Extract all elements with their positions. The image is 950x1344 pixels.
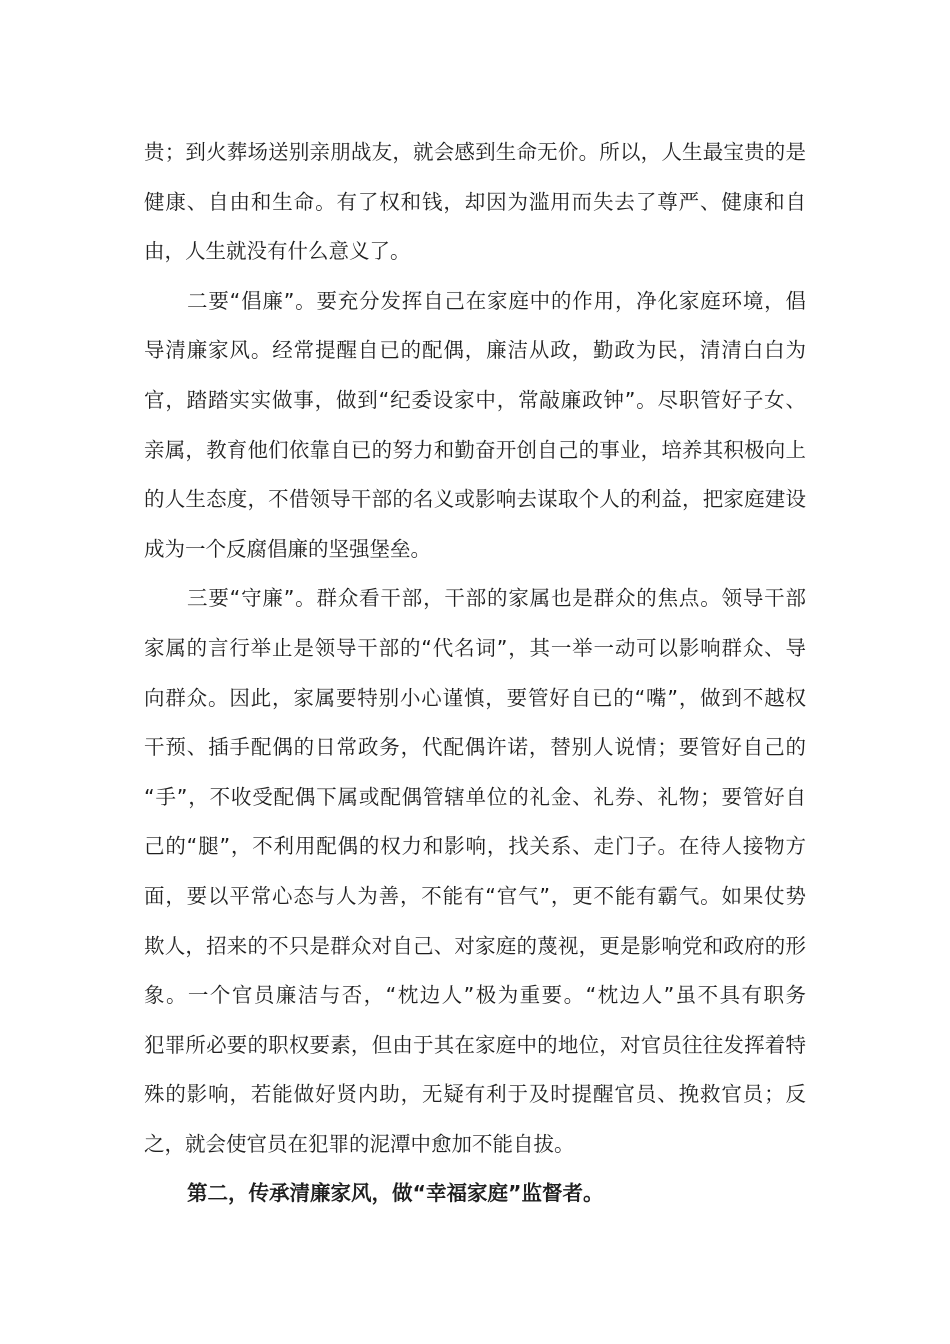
text-line-5: 导清廉家风。经常提醒自已的配偶，廉洁从政，勤政为民，清清白白为	[144, 338, 806, 363]
text-line-16: 面，要以平常心态与人为善，不能有“官气”，更不能有霸气。如果仗势	[144, 883, 806, 908]
text-line-4: 二要“倡廉”。要充分发挥自己在家庭中的作用，净化家庭环境，倡	[187, 288, 806, 313]
text-line-12: 向群众。因此，家属要特别小心谨慎，要管好自已的“嘴”，做到不越权	[144, 685, 806, 710]
text-line-1: 贵；到火葬场送别亲朋战友，就会感到生命无价。所以，人生最宝贵的是	[144, 140, 806, 164]
text-line-19: 犯罪所必要的职权要素，但由于其在家庭中的地位，对官员往往发挥着特	[144, 1032, 806, 1057]
text-line-18: 象。一个官员廉洁与否，“枕边人”极为重要。“枕边人”虽不具有职务	[144, 983, 806, 1008]
section-heading: 第二，传承清廉家风，做“幸福家庭”监督者。	[187, 1181, 604, 1206]
text-line-3: 由，人生就没有什么意义了。	[144, 239, 411, 264]
text-line-6: 官，踏踏实实做事，做到“纪委设家中，常敲廉政钟”。尽职管好子女、	[144, 387, 806, 412]
text-line-11: 家属的言行举止是领导干部的“代名词”，其一举一动可以影响群众、导	[144, 635, 806, 660]
text-line-15: 己的“腿”，不利用配偶的权力和影响，找关系、走门子。在待人接物方	[144, 834, 806, 859]
text-line-10: 三要“守廉”。群众看干部，干部的家属也是群众的焦点。领导干部	[187, 586, 806, 611]
text-line-2: 健康、自由和生命。有了权和钱，却因为滥用而失去了尊严、健康和自	[144, 189, 806, 214]
text-line-17: 欺人，招来的不只是群众对自己、对家庭的蔑视，更是影响党和政府的形	[144, 933, 806, 958]
text-line-13: 干预、插手配偶的日常政务，代配偶许诺，替别人说情；要管好自己的	[144, 735, 806, 760]
text-line-7: 亲属，教育他们依靠自已的努力和勤奋开创自己的事业，培养其积极向上	[144, 437, 806, 462]
text-line-9: 成为一个反腐倡廉的坚强堡垒。	[144, 536, 431, 561]
text-line-21: 之，就会使官员在犯罪的泥潭中愈加不能自拔。	[144, 1131, 575, 1156]
text-line-20: 殊的影响，若能做好贤内助，无疑有利于及时提醒官员、挽救官员；反	[144, 1082, 806, 1107]
document-body	[144, 128, 806, 1219]
text-line-8: 的人生态度，不借领导干部的名义或影响去谋取个人的利益，把家庭建设	[144, 487, 806, 512]
text-line-14: “手”，不收受配偶下属或配偶管辖单位的礼金、礼券、礼物；要管好自	[144, 784, 806, 809]
